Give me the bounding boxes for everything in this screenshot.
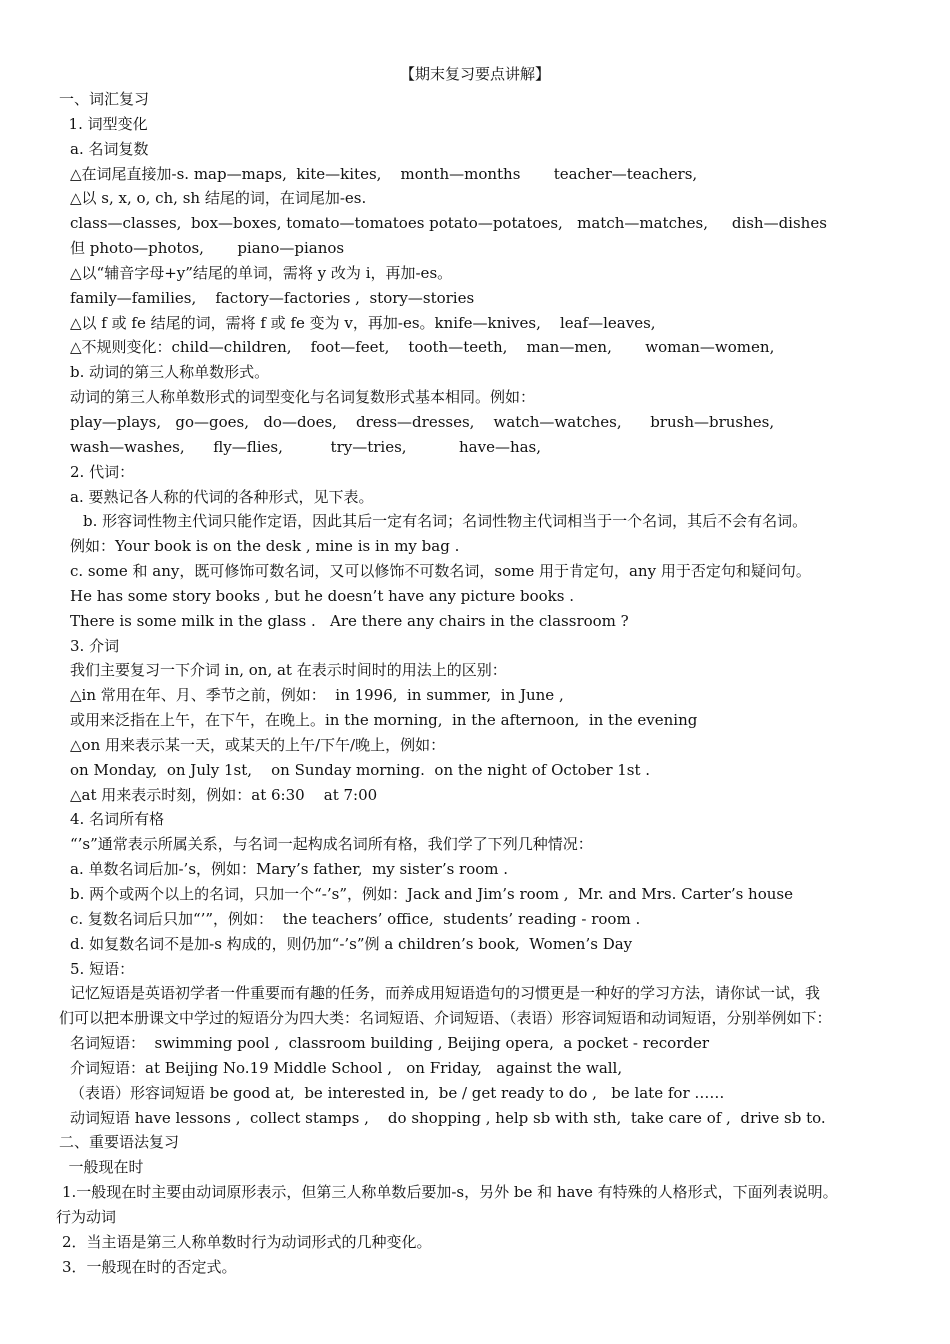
text-line: d. 如复数名词不是加-s 构成的，则仍加“-’s”例 a children’s book, Women’s Day	[70, 934, 633, 953]
text-line: 例如：Your book is on the desk , mine is in my bag .	[70, 537, 460, 556]
text-line: play—plays, go—goes, do—does, dress—dresses, watch—watches, brush—brushes,	[70, 412, 775, 431]
text-line: △以 f 或 fe 结尾的词，需将 f 或 fe 变为 v，再加-es。knife—knives, leaf—leaves,	[70, 313, 656, 332]
text-line: 名词短语： swimming pool , classroom building , Beijing opera, a pocket - recorder	[70, 1034, 710, 1053]
text-line: （表语）形容词短语 be good at, be interested in, be / get ready to do , be late for ……	[70, 1083, 725, 1102]
text-line: b. 动词的第三人称单数形式。	[70, 363, 270, 382]
text-line: 但 photo—photos, piano—pianos	[70, 239, 345, 258]
text-line: He has some story books , but he doesn’t have any picture books .	[70, 586, 574, 605]
text-line: 介词短语：at Beijing No.19 Middle School , on Friday, against the wall,	[70, 1058, 623, 1077]
text-line: △以“辅音字母+y”结尾的单词，需将 y 改为 i，再加-es。	[70, 263, 453, 282]
text-line: 一般现在时	[59, 1158, 144, 1177]
text-line: wash—washes, fly—flies, try—tries, have—has,	[70, 437, 542, 456]
text-line: 们可以把本册课文中学过的短语分为四大类：名词短语、介词短语、（表语）形容词短语和动词短语，分别举例如下：	[59, 1009, 832, 1028]
text-line: a. 单数名词后加-’s，例如：Mary’s father, my sister’s room .	[70, 860, 509, 879]
text-line: △in 常用在年、月、季节之前，例如： in 1996, in summer, in June ,	[70, 686, 564, 705]
text-line: 5. 短语：	[70, 959, 135, 978]
text-line: △以 s, x, o, ch, sh 结尾的词，在词尾加-es.	[70, 189, 367, 208]
text-line: class—classes, box—boxes, tomato—tomatoes potato—potatoes, match—matches, dish—dishes	[70, 214, 827, 233]
text-line: 3．一般现在时的否定式。	[62, 1257, 237, 1276]
text-line: 或用来泛指在上午，在下午，在晚上。in the morning, in the afternoon, in the evening	[70, 711, 698, 730]
text-line: a. 要熟记各人称的代词的各种形式，见下表。	[70, 487, 374, 506]
document-page	[0, 62, 950, 1280]
text-line: 3. 介词	[70, 636, 120, 655]
text-line: 1. 词型变化	[59, 114, 148, 133]
document-body	[0, 87, 950, 1280]
text-line: 行为动词	[56, 1207, 117, 1226]
text-line: on Monday, on July 1st, on Sunday morning. on the night of October 1st .	[70, 760, 651, 779]
text-line: 动词的第三人称单数形式的词型变化与名词复数形式基本相同。例如：	[70, 388, 536, 407]
text-line: △on 用来表示某一天，或某天的上午/下午/晚上，例如：	[70, 735, 446, 754]
text-line: 1.一般现在时主要由动词原形表示，但第三人称单数后要加-s，另外 be 和 have 有特殊的人格形式，下面列表说明。	[62, 1183, 838, 1202]
text-line: 4. 名词所有格	[70, 810, 165, 829]
text-line: c. 复数名词后只加“’”，例如： the teachers’ office, students’ reading - room .	[70, 909, 641, 928]
text-line: b. 两个或两个以上的名词，只加一个“-’s”，例如：Jack and Jim’s room , Mr. and Mrs. Carter’s house	[70, 885, 793, 903]
text-line: 我们主要复习一下介词 in, on, at 在表示时间时的用法上的区别：	[70, 661, 507, 680]
text-line: “’s”通常表示所属关系，与名词一起构成名词所有格，我们学了下列几种情况：	[70, 835, 593, 854]
text-line: △at 用来表示时刻，例如：at 6:30 at 7:00	[70, 785, 378, 804]
text-line: 一、词汇复习	[59, 90, 150, 108]
text-line: b. 形容词性物主代词只能作定语，因此其后一定有名词；名词性物主代词相当于一个名词，其后不会有名词。	[83, 512, 808, 531]
text-line: There is some milk in the glass . Are there any chairs in the classroom ?	[70, 611, 629, 630]
text-line: △不规则变化：child—children, foot—feet, tooth—teeth, man—men, woman—women,	[70, 338, 775, 357]
text-line: c. some 和 any，既可修饰可数名词，又可以修饰不可数名词，some 用于肯定句，any 用于否定句和疑问句。	[70, 562, 811, 581]
text-line: △在词尾直接加-s. map—maps, kite—kites, month—months teacher—teachers,	[70, 164, 698, 183]
text-line: 二、重要语法复习	[59, 1133, 180, 1152]
text-line: family—families, factory—factories , story—stories	[70, 288, 475, 307]
text-line: 动词短语 have lessons , collect stamps , do shopping , help sb with sth, take care of , drive sb to.	[70, 1108, 826, 1127]
document-title: 【期末复习要点讲解】	[399, 65, 550, 83]
text-line: 2．当主语是第三人称单数时行为动词形式的几种变化。	[62, 1232, 432, 1251]
text-line: a. 名词复数	[70, 139, 149, 158]
text-line: 记忆短语是英语初学者一件重要而有趣的任务，而养成用短语造句的习惯更是一种好的学习方法，请你试一试，我	[70, 984, 821, 1003]
text-line: 2. 代词：	[70, 462, 135, 481]
